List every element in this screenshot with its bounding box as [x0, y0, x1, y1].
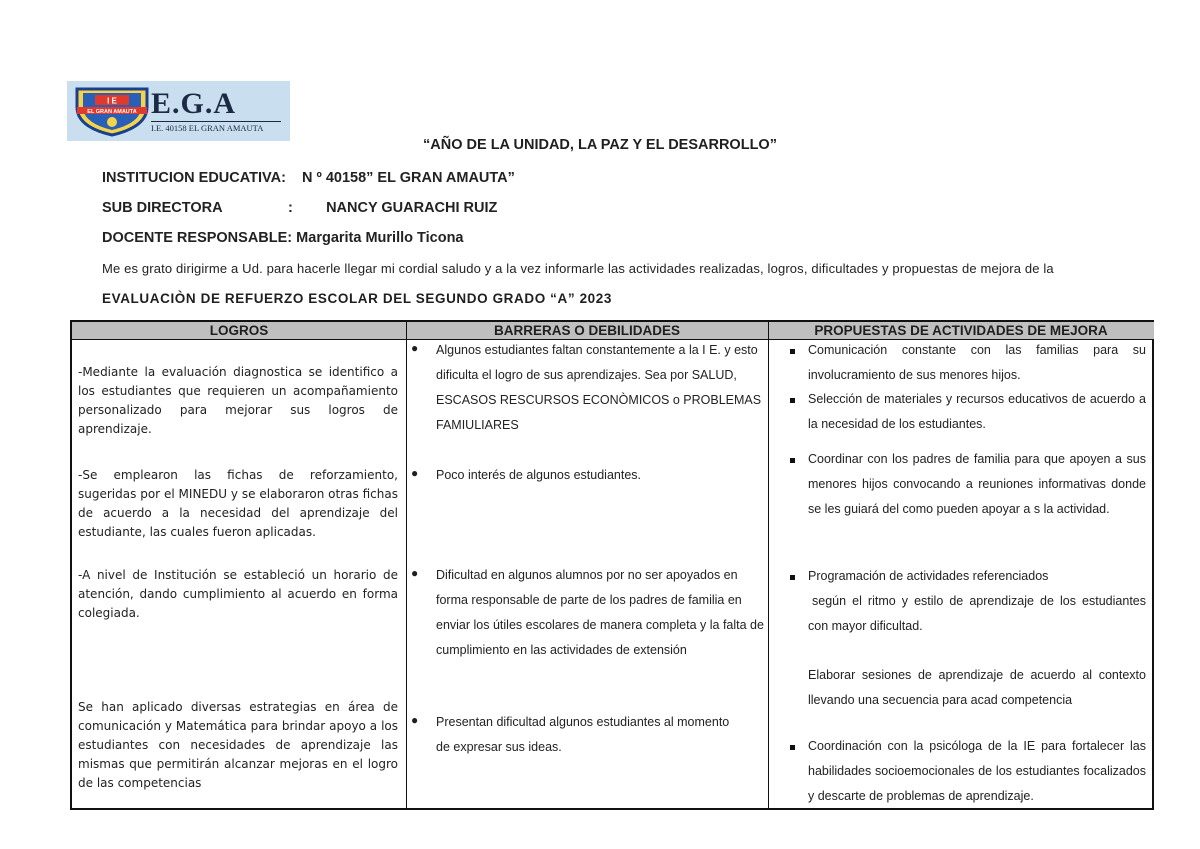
column-divider	[768, 322, 769, 808]
propuesta-item: Comunicación constante con las familias para su involucramiento de sus menores hijos.	[808, 343, 1146, 382]
teacher-label: DOCENTE RESPONSABLE:	[102, 230, 293, 246]
report-table	[70, 320, 1154, 810]
shield-band-text: EL GRAN AMAUTA	[87, 109, 137, 115]
bullet-icon	[790, 398, 795, 403]
teacher-value: Margarita Murillo Ticona	[296, 230, 464, 246]
school-shield-icon	[73, 85, 151, 137]
intro-paragraph: Me es grato dirigirme a Ud. para hacerle llegar mi cordial saludo y a la vez informarle las actividades realizadas, logros, dificultades y propuestas de mejora de la	[102, 261, 1054, 276]
barrera-item: Algunos estudiantes faltan constantemente a la I E. y esto dificulta el logro de sus aprendizajes. Sea por SALUD, ESCASOS RESCURSOS ECONÒMICOS o PROBLEMAS FAMIULIARES	[436, 343, 762, 432]
header-barreras: BARRERAS O DEBILIDADES	[406, 322, 768, 340]
propuesta-item: Elaborar sesiones de aprendizaje de acuerdo al contexto llevando una secuencia para acad competencia	[808, 668, 1146, 707]
bullet-icon	[790, 458, 795, 463]
year-motto: “AÑO DE LA UNIDAD, LA PAZ Y EL DESARROLLO”	[423, 137, 777, 153]
subdirector-separator: :	[288, 200, 293, 216]
evaluation-title: EVALUACIÒN DE REFUERZO ESCOLAR DEL SEGUNDO GRADO “A” 2023	[102, 291, 613, 306]
logo-title: E.G.A	[151, 87, 237, 120]
institution-label: INSTITUCION EDUCATIVA:	[102, 170, 286, 186]
bullet-icon	[790, 745, 795, 750]
propuesta-item: Coordinar con los padres de familia para que apoyen a sus menores hijos convocando a reuniones informativas donde se les guiará del como pueden apoyar a s la actividad.	[808, 452, 1146, 516]
bullet-icon	[790, 349, 795, 354]
propuesta-item: según el ritmo y estilo de aprendizaje de los estudiantes con mayor dificultad.	[808, 594, 1146, 633]
header-logros: LOGROS	[72, 322, 406, 340]
logro-item: -A nivel de Institución se estableció un horario de atención, dando cumplimiento al acuerdo en forma colegiada.	[78, 568, 398, 620]
bullet-icon: ●	[411, 466, 419, 480]
column-divider	[406, 322, 407, 808]
logro-item: Se han aplicado diversas estrategias en área de comunicación y Matemática para brindar apoyo a los estudiantes con necesidades de aprendizaje las mismas que permitirán alcanzar mejoras en el logro de las competencias	[78, 700, 398, 790]
propuesta-item: Coordinación con la psicóloga de la IE para fortalecer las habilidades socioemocionales de los estudiantes focalizados y descarte de problemas de aprendizaje.	[808, 739, 1146, 803]
teacher-line	[102, 230, 464, 246]
logo-subtitle: I.E. 40158 EL GRAN AMAUTA	[151, 121, 281, 133]
subdirector-value: NANCY GUARACHI RUIZ	[326, 200, 498, 216]
propuesta-item: Programación de actividades referenciados	[808, 569, 1049, 583]
barrera-item: Presentan dificultad algunos estudiantes al momento de expresar sus ideas.	[436, 715, 730, 754]
school-logo	[67, 81, 290, 141]
subdirector-line	[102, 200, 497, 216]
logro-item: -Mediante la evaluación diagnostica se identifico a los estudiantes que requieren un acompañamiento personalizado para mejorar sus logros de aprendizaje.	[78, 365, 398, 436]
propuesta-item: Selección de materiales y recursos educativos de acuerdo a la necesidad de los estudiantes.	[808, 392, 1146, 431]
subdirector-label: SUB DIRECTORA	[102, 200, 223, 216]
barrera-item: Poco interés de algunos estudiantes.	[436, 468, 641, 482]
barrera-item: Dificultad en algunos alumnos por no ser apoyados en forma responsable de parte de los padres de familia en enviar los útiles escolares de manera completa y la falta de cumplimiento en las actividades de extensión	[436, 568, 764, 657]
bullet-icon: ●	[411, 566, 419, 580]
institution-value: N º 40158” EL GRAN AMAUTA”	[302, 170, 515, 186]
bullet-icon	[790, 575, 795, 580]
logro-item: -Se emplearon las fichas de reforzamiento, sugeridas por el MINEDU y se elaboraron otras fichas de acuerdo a la necesidad del aprendizaje del estudiante, las cuales fueron aplicadas.	[78, 468, 398, 539]
shield-badge-text: I E	[107, 96, 117, 106]
institution-line	[102, 170, 515, 186]
header-propuestas: PROPUESTAS DE ACTIVIDADES DE MEJORA	[768, 322, 1154, 340]
bullet-icon: ●	[411, 341, 419, 355]
bullet-icon: ●	[411, 713, 419, 727]
